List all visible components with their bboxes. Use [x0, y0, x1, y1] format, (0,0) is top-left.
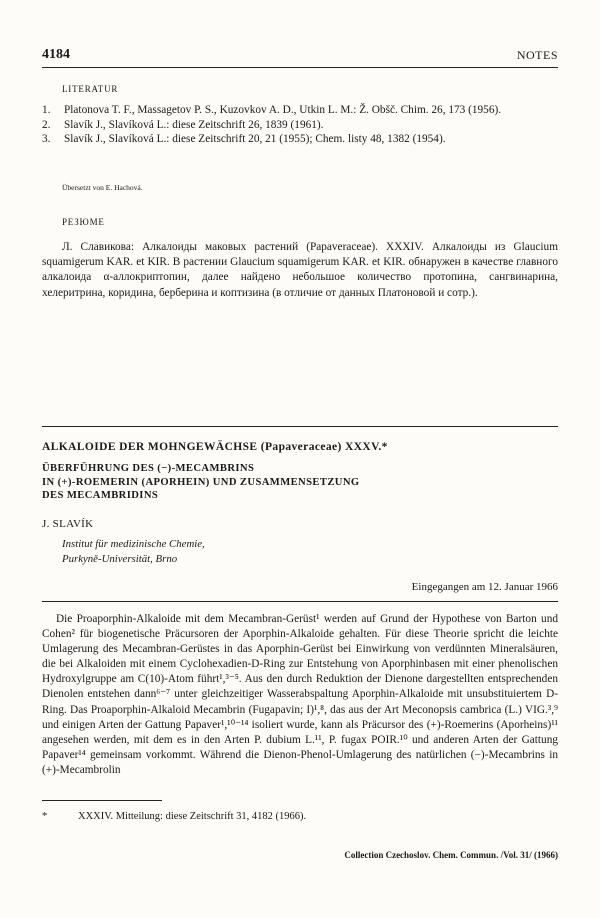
page-number: 4184: [42, 47, 70, 62]
resume-text: Л. Славикова: Алкалоиды маковых растений (Papaveraceae). XXXIV. Алкалоиды из Glaucium squamigerum KAR. et KIR. В растении Glaucium squamigerum KAR. et KIR. обнаружен в качестве главного алкалоида α-аллокриптопин, далее найдено небольшое количество протопина, сангвинарина, хелеритрина, коридина, берберина и коптизина (в отличие от данных Платоновой и сотр.).: [42, 241, 558, 299]
reference-item: [42, 118, 558, 133]
subtitle-line: DES MECAMBRIDINS: [42, 490, 159, 501]
reference-text: Slavík J., Slavíková L.: diese Zeitschrift 20, 21 (1955); Chem. listy 48, 1382 (1954).: [64, 133, 446, 146]
received-date: Eingegangen am 12. Januar 1966: [411, 581, 558, 593]
affiliation-line: Purkyně-Universität, Brno: [62, 553, 178, 565]
literature-heading: LITERATUR: [62, 84, 119, 94]
reference-text: Slavík J., Slavíková L.: diese Zeitschrift 26, 1839 (1961).: [64, 118, 324, 131]
reference-list: [42, 103, 558, 147]
body-rule: [42, 601, 558, 602]
footnote: [42, 811, 558, 822]
affiliation: [62, 537, 205, 567]
reference-text: Platonova T. F., Massagetov P. S., Kuzovkov A. D., Utkin L. M.: Ž. Obšč. Chim. 26, 173 (1956).: [64, 104, 502, 116]
reference-item: [42, 103, 558, 118]
article-body: Die Proaporphin-Alkaloide mit dem Mecambran-Gerüst¹ werden auf Grund der Hypothese von Barton und Cohen² für biogenetische Präcursoren der Aporphin-Alkaloide gehalten. Für diese Theorie spricht die leichte Umlagerung des Mecambran-Gerüstes in das Aporphin-Gerüst bei Einwirkung von verdünnten Mineralsäuren, die bei Alkaloiden mit einem Cyclohexadien-D-Ring zur Entstehung von Aporphinbasen mit einer phenolischen Hydroxylgruppe am C(10)-Atom führt¹,³⁻⁵. Aus den durch Reduktion der Dienone dargestellten entsprechenden Dienolen entstehen dann⁶⁻⁷ unter gleichzeitiger Wasserabspaltung Aporphin-Alkaloide mit unsubstituiertem D-Ring. Das Proaporphin-Alkaloid Mecambrin (Fugapavin; I)¹,⁸, das aus der Art Meconopsis cambrica (L.) VIG.³,⁹ und einigen Arten der Gattung Papaver¹,¹⁰⁻¹⁴ isoliert wurde, kann als Präcursor des (+)-Roemerins (Aporheins)¹¹ angesehen werden, mit dem es in den Arten P. dubium L.¹¹, P. fugax POIR.¹⁰ und anderen Arten der Gattung Papaver¹⁴ gemeinsam vorkommt. Während die Dienon-Phenol-Umlagerung des natürlichen (−)-Mecambrins in (+)-Mecambrolin: [42, 613, 558, 776]
footnote-text: XXXIV. Mitteilung: diese Zeitschrift 31, 4182 (1966).: [78, 811, 307, 822]
author: J. SLAVÍK: [42, 518, 94, 530]
section-rule: [42, 426, 558, 427]
translator-note: Übersetzt von E. Hachová.: [62, 183, 143, 192]
journal-footer: Collection Czechoslov. Chem. Commun. /Vol. 31/ (1966): [344, 850, 558, 860]
subtitle-line: IN (+)-ROEMERIN (APORHEIN) UND ZUSAMMENSETZUNG: [42, 476, 360, 488]
reference-number: 3.: [42, 133, 51, 146]
reference-number: 1.: [42, 104, 51, 116]
affiliation-line: Institut für medizinische Chemie,: [62, 538, 205, 550]
article-title: ALKALOIDE DER MOHNGEWÄCHSE (Papaveraceae) XXXV.*: [42, 441, 388, 453]
running-header: NOTES: [516, 48, 558, 62]
footnote-rule: [42, 800, 162, 801]
header-rule: [42, 67, 558, 68]
reference-number: 2.: [42, 118, 51, 131]
reference-item: [42, 132, 558, 147]
footnote-mark: *: [42, 811, 48, 822]
article-subtitle: [42, 462, 562, 503]
resume-heading: РЕЗЮМЕ: [62, 217, 105, 227]
subtitle-line: ÜBERFÜHRUNG DES (−)-MECAMBRINS: [42, 463, 255, 474]
